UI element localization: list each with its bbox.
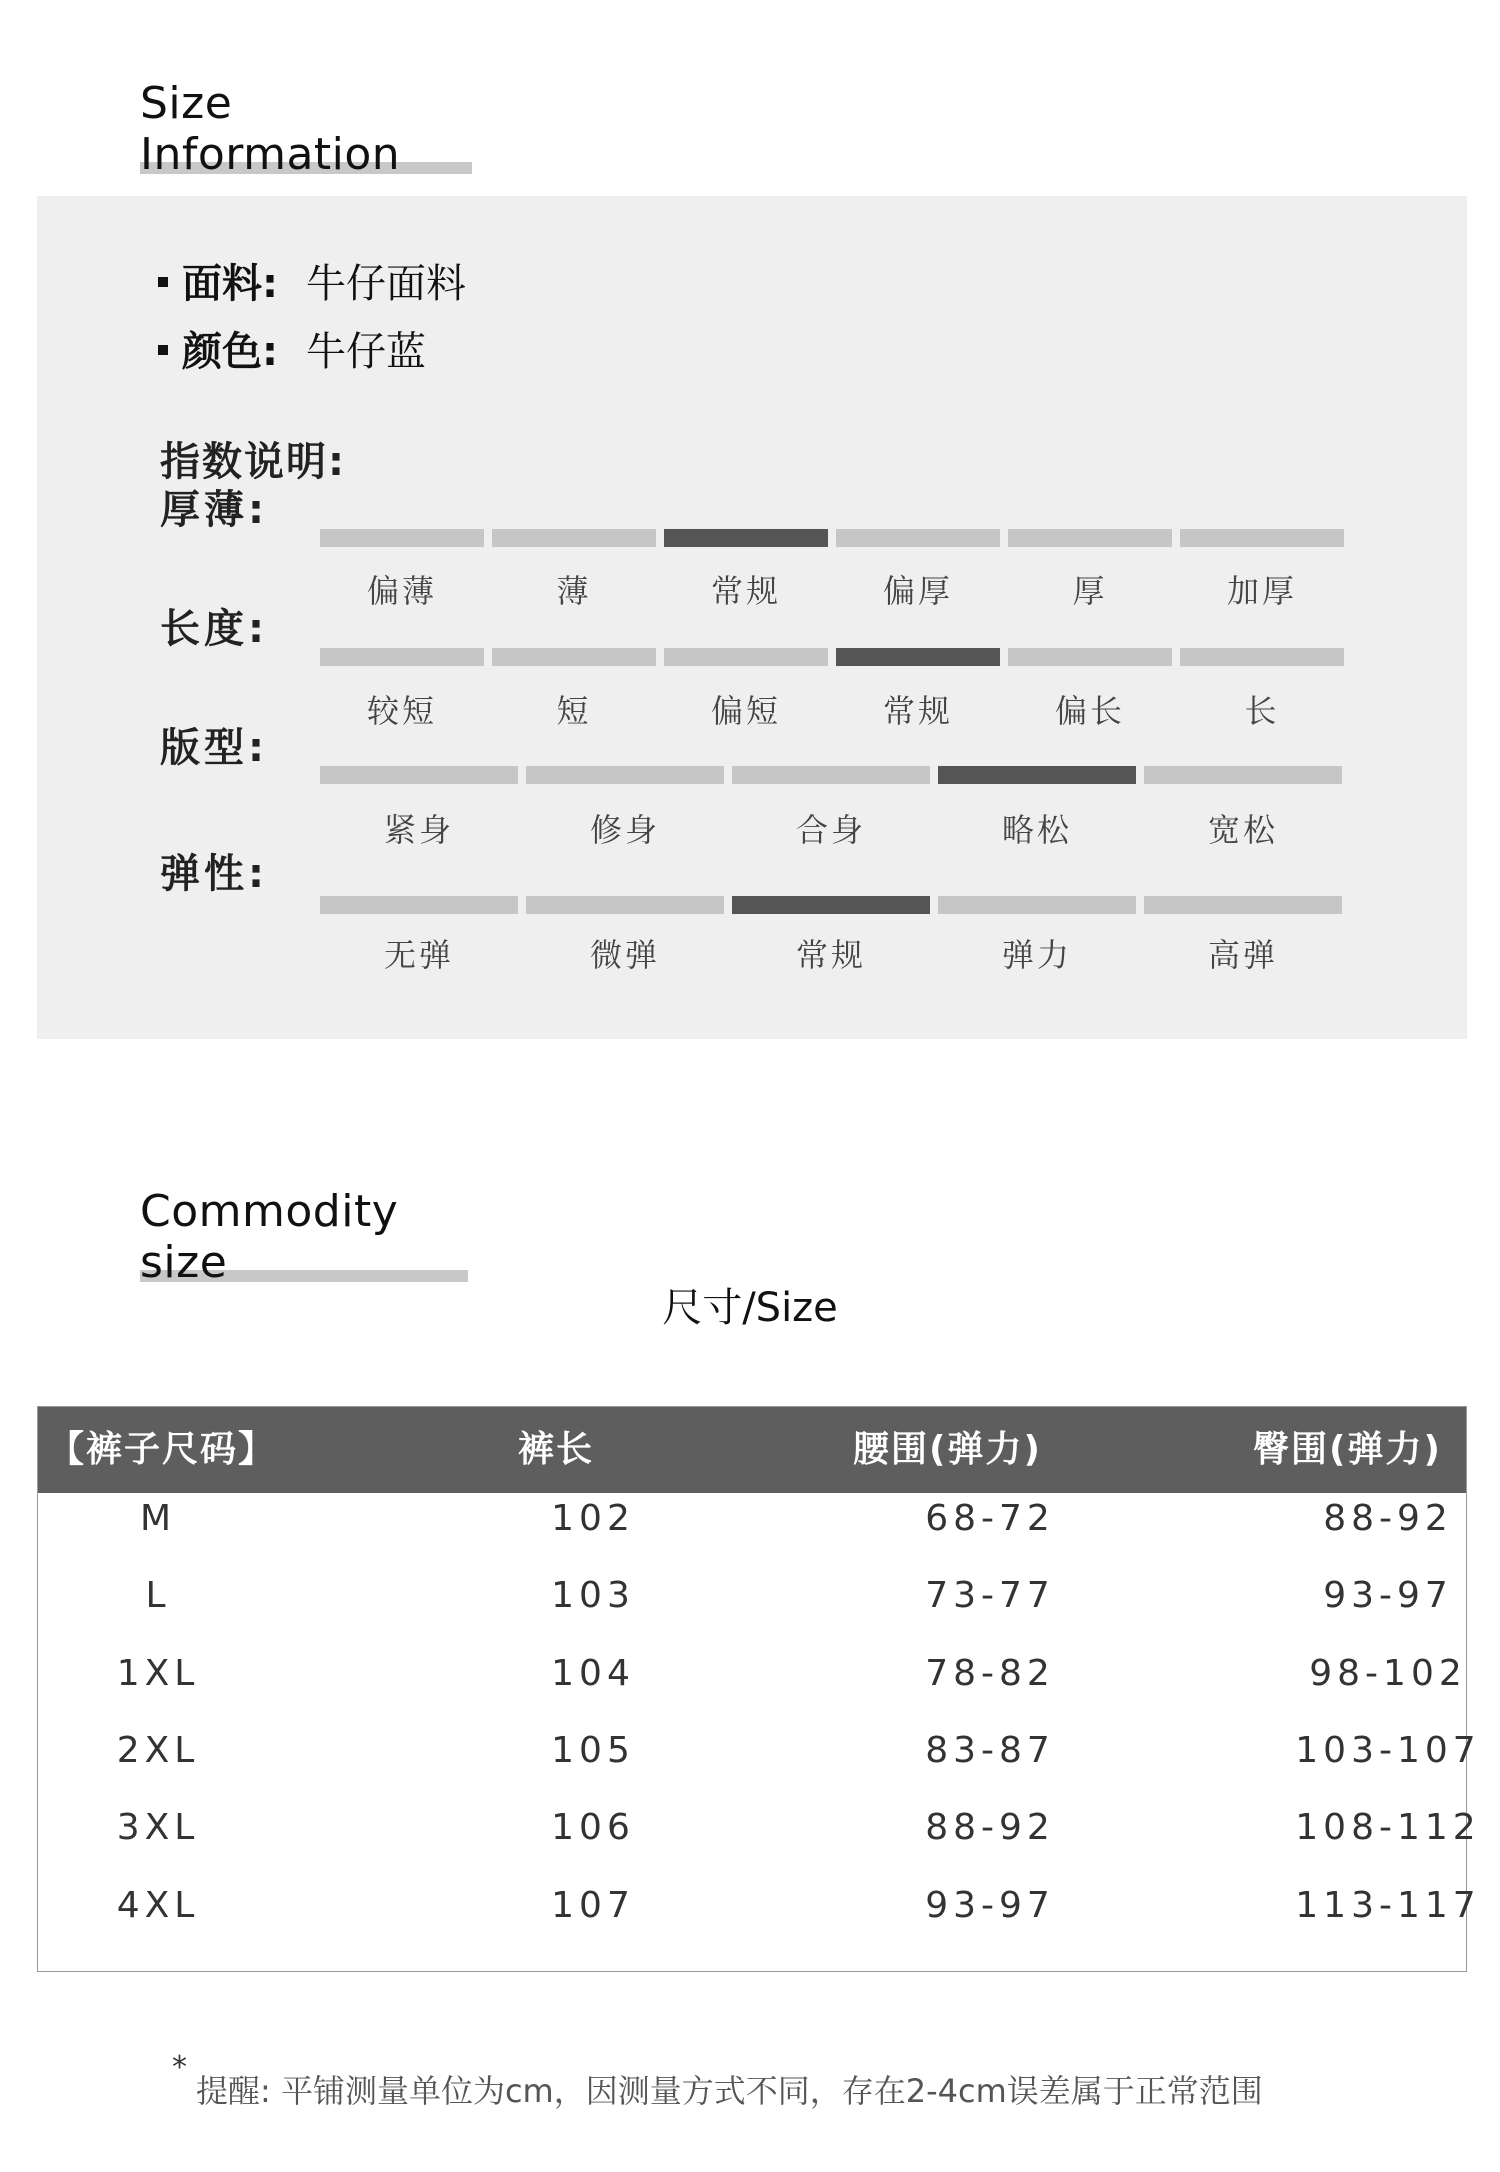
scale-segment [1144,766,1342,784]
table-cell: 107 [551,1884,635,1926]
scale-segment [836,529,1000,547]
scale-segment [1180,529,1344,547]
header-waist: 腰围(弹力) [853,1429,1042,1470]
attribute-key: 颜色: [182,329,278,375]
scale-option-label: 略松 [1001,811,1072,849]
scale-segment [320,896,518,914]
table-row [38,1557,1466,1634]
table-cell: 93-97 [925,1884,1055,1926]
scale-option-label: 合身 [795,811,866,849]
scale-options [320,930,1342,976]
scale-bar [320,648,1344,666]
scale-bar [320,529,1344,547]
header-size: 【裤子尺码】 [48,1429,277,1470]
scale-segment [526,896,724,914]
scale-segment [526,766,724,784]
scale-segment-selected [938,766,1136,784]
table-cell: 106 [551,1807,635,1849]
table-cell: 102 [551,1498,635,1539]
table-cell: 104 [551,1652,635,1694]
scale-segment [1008,529,1172,547]
scale-option-label: 偏薄 [366,572,437,610]
table-cell: 113-117 [1295,1884,1481,1926]
measurement-note: 提醒: 平铺测量单位为cm，因测量方式不同，存在2-4cm误差属于正常范围 [196,2072,1263,2110]
scale-option-label: 宽松 [1207,811,1278,849]
scale-option-label: 厚 [1072,572,1108,610]
table-row [38,1712,1481,1789]
table-cell: 88-92 [1323,1498,1453,1539]
table-cell: 98-102 [1309,1652,1467,1694]
scale-option-label: 偏长 [1054,692,1125,730]
scale-segment [492,529,656,547]
scale-segment [492,648,656,666]
section-title-text: Size Information [140,78,401,180]
scale-option-label: 薄 [556,572,592,610]
scale-options [320,686,1344,732]
table-cell: 73-77 [925,1575,1055,1617]
scale-option-label: 常规 [710,572,781,610]
size-table [37,1406,1481,1972]
index-title: 指数说明: [160,439,346,485]
scale-option-label: 短 [556,692,592,730]
scale-label: 厚薄: [160,487,268,533]
table-row [38,1635,1466,1712]
scale-segment-selected [664,529,828,547]
table-cell: 78-82 [925,1652,1055,1694]
attribute-key: 面料: [182,261,278,307]
scale-bar [320,766,1342,784]
scale-option-label: 弹力 [1001,936,1072,974]
bullet-icon [158,345,168,355]
table-cell: 2XL [116,1729,200,1771]
scale-option-label: 高弹 [1207,936,1278,974]
table-cell: 103 [551,1575,635,1617]
table-cell: 68-72 [925,1498,1055,1539]
table-cell: M [139,1498,177,1539]
scale-segment-selected [732,896,930,914]
scale-segment [320,766,518,784]
table-cell: L [145,1575,171,1617]
scale-label: 弹性: [160,851,268,897]
scale-segment [320,529,484,547]
scale-option-label: 无弹 [383,936,454,974]
table-cell: 88-92 [925,1807,1055,1849]
table-cell: 108-112 [1295,1807,1481,1849]
scale-option-label: 修身 [589,811,660,849]
scale-bar [320,896,1342,914]
table-cell: 83-87 [925,1729,1055,1771]
scale-option-label: 较短 [366,692,437,730]
attribute-color [158,320,426,377]
table-cell: 1XL [116,1652,200,1694]
table-cell: 93-97 [1323,1575,1453,1617]
scale-segment [1180,648,1344,666]
table-cell: 103-107 [1295,1729,1481,1771]
scale-options [320,566,1344,612]
header-hip: 臀围(弹力) [1253,1429,1442,1470]
scale-label: 版型: [160,725,268,771]
table-cell: 105 [551,1729,635,1771]
table-cell: 4XL [116,1884,200,1926]
scale-option-label: 常规 [882,692,953,730]
table-row [38,1480,1466,1557]
scale-segment [938,896,1136,914]
scale-option-label: 紧身 [383,811,454,849]
note-star: * [172,2050,187,2085]
scale-option-label: 常规 [795,936,866,974]
bullet-icon [158,277,168,287]
section-title-text: Commodity size [140,1186,399,1288]
scale-segment [1008,648,1172,666]
scale-segment [320,648,484,666]
table-row [38,1867,1481,1944]
size-subtitle: 尺寸/Size [662,1285,838,1331]
scale-label: 长度: [160,606,268,652]
section-title-commodity-size [140,1186,468,1288]
attribute-value: 牛仔面料 [306,261,466,307]
table-cell: 3XL [116,1807,200,1849]
scale-options [320,805,1342,851]
scale-option-label: 加厚 [1226,572,1297,610]
scale-option-label: 微弹 [589,936,660,974]
scale-segment [664,648,828,666]
scale-option-label: 长 [1244,692,1280,730]
scale-segment-selected [836,648,1000,666]
attribute-value: 牛仔蓝 [306,329,426,375]
table-row [38,1789,1481,1866]
section-title-size-information [140,78,472,180]
scale-option-label: 偏厚 [882,572,953,610]
scale-segment [1144,896,1342,914]
header-length: 裤长 [518,1429,595,1470]
scale-segment [732,766,930,784]
attribute-fabric [158,252,466,309]
scale-option-label: 偏短 [710,692,781,730]
